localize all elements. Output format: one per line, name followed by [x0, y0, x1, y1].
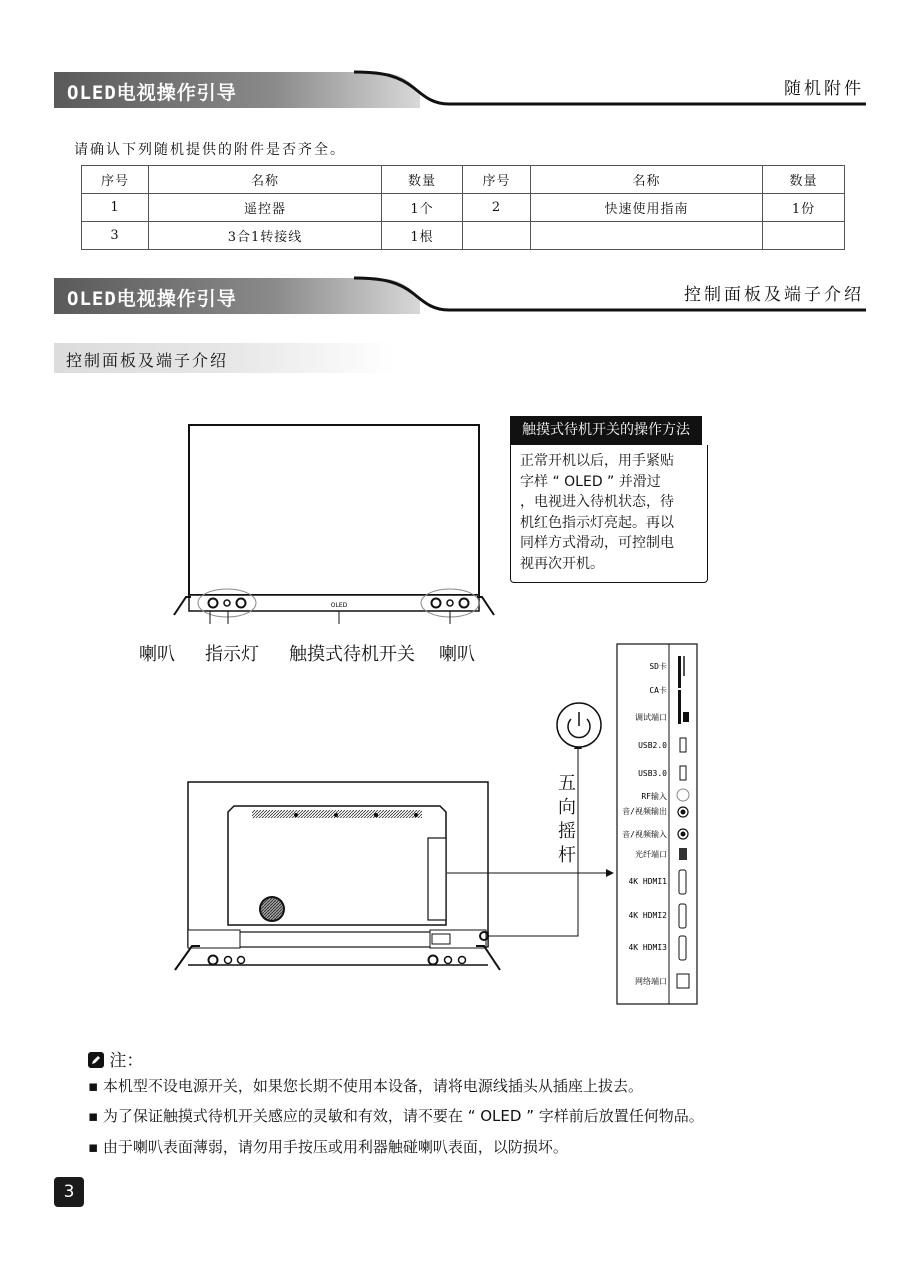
table-cell: 3合1转接线 — [149, 222, 382, 250]
table-cell: 遥控器 — [149, 194, 382, 222]
joystick-char: 五 — [558, 773, 576, 794]
label-speaker-left: 喇叭 — [139, 644, 175, 665]
note-item: ▪ 由于喇叭表面薄弱，请勿用手按压或用利器触碰喇叭表面，以防损坏。 — [88, 1138, 568, 1156]
joystick-char: 摇 — [558, 821, 576, 842]
subsection-bar — [54, 343, 394, 373]
port-label: USB3.0 — [638, 769, 667, 778]
port-label: 4K HDMI1 — [628, 877, 667, 886]
table-header: 名称 — [149, 166, 382, 194]
usb2-port — [680, 738, 686, 752]
ethernet-port — [677, 974, 689, 988]
info-line: 机红色指示灯亮起。再以 — [520, 514, 674, 531]
tv-logo: OLED — [330, 602, 348, 609]
port-label: 光纤端口 — [635, 850, 667, 859]
hdmi3-port — [679, 936, 686, 960]
header-brand: OLED电视操作引导 — [67, 288, 237, 310]
intro-text: 请确认下列随机提供的附件是否齐全。 — [74, 142, 346, 158]
table-cell: 1 — [82, 194, 149, 222]
info-line: 视再次开机。 — [520, 555, 604, 572]
hdmi1-port — [679, 870, 686, 894]
joystick-label — [554, 772, 580, 868]
debug-port — [683, 712, 689, 722]
label-indicator: 指示灯 — [205, 644, 259, 665]
rear-port-block — [428, 838, 446, 920]
note-item: ▪ 为了保证触摸式待机开关感应的灵敏和有效，请不要在 “ OLED ” 字样前后放置任何物品。 — [88, 1107, 704, 1125]
ca-slot — [678, 690, 681, 724]
port-label: 网络端口 — [635, 977, 667, 986]
table-header: 名称 — [531, 166, 763, 194]
port-label: 音/视频输出 — [622, 807, 667, 816]
port-label: CA卡 — [649, 686, 667, 695]
table-cell: 1份 — [763, 194, 845, 222]
hdmi2-port — [679, 904, 686, 928]
info-box-title: 触摸式待机开关的操作方法 — [510, 416, 702, 445]
tv-rear-illustration — [0, 662, 922, 1020]
note-item: ▪ 本机型不设电源开关，如果您长期不使用本设备，请将电源线插头从插座上拔去。 — [88, 1077, 643, 1095]
notes-heading — [88, 1046, 143, 1071]
label-speaker-right: 喇叭 — [439, 644, 475, 665]
page-number: 3 — [54, 1177, 84, 1207]
port-label: USB2.0 — [638, 741, 667, 750]
table-cell — [463, 222, 531, 250]
label-touch-switch: 触摸式待机开关 — [289, 644, 415, 665]
joystick-char: 向 — [558, 797, 576, 818]
port-label: 4K HDMI3 — [628, 943, 667, 952]
info-box-body — [510, 445, 708, 583]
table-row — [82, 194, 845, 222]
tv-front-illustration — [170, 420, 500, 620]
table-header-row — [82, 166, 845, 194]
port-label: 4K HDMI2 — [628, 911, 667, 920]
table-row — [82, 222, 845, 250]
table-header: 序号 — [463, 166, 531, 194]
port-label: 调试端口 — [635, 713, 667, 722]
section-title-accessories: 随机附件 — [784, 79, 864, 99]
header-accessories — [54, 70, 866, 110]
notes-title: 注： — [109, 1051, 144, 1071]
sd-slot — [678, 656, 681, 688]
table-cell: 3 — [82, 222, 149, 250]
port-label: RF输入 — [641, 792, 667, 801]
table-cell: 2 — [463, 194, 531, 222]
joystick-char: 杆 — [558, 845, 576, 866]
rf-port — [677, 789, 689, 801]
table-header: 序号 — [82, 166, 149, 194]
tv-screen — [189, 425, 479, 595]
table-header: 数量 — [763, 166, 845, 194]
table-cell — [531, 222, 763, 250]
header-panel — [54, 276, 866, 316]
table-cell: 1个 — [382, 194, 463, 222]
info-line: 同样方式滑动，可控制电 — [520, 535, 674, 551]
table-header: 数量 — [382, 166, 463, 194]
table-cell: 快速使用指南 — [531, 194, 763, 222]
info-line: ，电视进入待机状态，待 — [520, 494, 674, 510]
header-brand: OLED电视操作引导 — [67, 82, 237, 104]
accessories-table — [81, 165, 845, 250]
usb3-port — [680, 766, 686, 780]
subsection-title: 控制面板及端子介绍 — [66, 351, 229, 370]
section-title-panel: 控制面板及端子介绍 — [684, 285, 864, 305]
port-label: SD卡 — [649, 662, 667, 671]
port-label: 音/视频输入 — [622, 830, 667, 839]
table-cell — [763, 222, 845, 250]
info-line: 字样 “ OLED ” 并滑过 — [520, 473, 661, 490]
info-line: 正常开机以后，用手紧贴 — [520, 453, 674, 469]
note-pencil-icon — [88, 1052, 104, 1068]
table-cell: 1根 — [382, 222, 463, 250]
optical-port — [679, 848, 687, 860]
